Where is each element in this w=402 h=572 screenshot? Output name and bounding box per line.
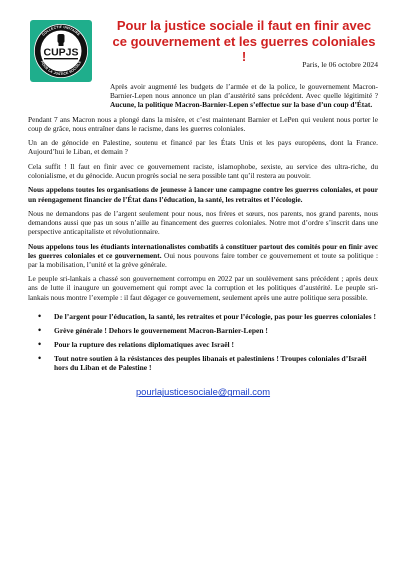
demand-item: • Pour la rupture des relations diplomatiques avec Israël !: [38, 340, 378, 349]
raised-fist-icon: [58, 34, 65, 46]
demand-item: • Tout notre soutien à la résistances des peuples libanais et palestiniens ! Troupes coloniales d’Israël hors du Liban et de Palestine !: [38, 354, 378, 373]
svg-text:POUR LA JUSTICE SOCIALE: POUR LA JUSTICE SOCIALE: [39, 60, 83, 77]
cupjs-logo: [30, 20, 92, 82]
logo-wordmark: CUPJS: [43, 46, 79, 59]
flyer-header: [28, 18, 378, 82]
demands-list: [28, 312, 378, 373]
flyer-date: Paris, le 06 octobre 2024: [302, 60, 378, 69]
paragraph-call-students: Nous appelons tous les étudiants internationalistes combatifs à constituer partout des comités pour en finir avec les guerres coloniales et ce gouvernement. Oui nous pouvons faire tomber ce gouvernement et toute sa politique : par la mobilisation, l’unité et la grève générale.: [28, 241, 378, 269]
flyer-body: [28, 82, 378, 302]
paragraph-genocide: Un an de génocide en Palestine, soutenu et financé par les États Unis et les pays européens, dont la France. Aujourd’hui le Liban, et demain ?: [28, 138, 378, 157]
paragraph-macron: Pendant 7 ans Macron nous a plongé dans la misère, et c’est maintenant Barnier et LePen qui veulent nous porter le coup de grâce, nous entraîner dans le racisme, dans les guerres coloniales.: [28, 114, 378, 133]
svg-text:COLLECTIF UNITAIRE: COLLECTIF UNITAIRE: [41, 24, 81, 37]
contact-email-link[interactable]: pourlajusticesociale@gmail.com: [135, 386, 271, 398]
paragraph-demands-money: Nous ne demandons pas de l’argent seulement pour nous, nos frères et sœurs, nos parents, nos grand parents, nous demandons aussi que pas un sous n’aille au financement des guerres coloniales. Notre mot d’ordre s’inscrit dans une perspective anticapitaliste et révolutionnaire.: [28, 208, 378, 237]
paragraph-sri-lanka: Le peuple sri-lankais a chassé son gouvernement corrompu en 2022 par un soulèvement sans précédent ; après deux ans de lutte il inaugure un gouvernement qui rompt avec la corruption et les politiques d’austérité. Le peuple sri-lankais nous montre l’exemple : il faut dégager ce gouvernement, seulement après une autre politique sera possible.: [28, 274, 378, 302]
demand-item: • De l’argent pour l’éducation, la santé, les retraites et pour l’écologie, pas pour les guerres coloniales !: [38, 312, 378, 321]
paragraph-cela-suffit: Cela suffit ! Il faut en finir avec ce gouvernement raciste, islamophobe, sexiste, au service des ultra-riche, du colonialisme, et du génocide. Aucun progrès social ne sera possible tant qu’il restera au pouvoir.: [28, 161, 378, 180]
paragraph-call-youth: Nous appelons toutes les organisations de jeunesse à lancer une campagne contre les guerres coloniales, et pour un réengagement financier de l’État dans l’éducation, la santé, les retraites et l’écologie.: [28, 185, 378, 204]
flyer-title: Pour la justice sociale il faut en finir avec ce gouvernement et les guerres coloniales !: [112, 18, 376, 64]
paragraph-intro: Après avoir augmenté les budgets de l’armée et de la police, le gouvernement Macron-Barnier-Lepen nous annonce un plan d’austérité sans précédent. Avec quelle légitimité ? Aucune, la politique Macron-Barnier-Lepen s’effectue sur la base d’un coup d’État.: [110, 82, 378, 110]
demand-item: • Grève générale ! Dehors le gouvernement Macron-Barnier-Lepen !: [38, 326, 378, 335]
